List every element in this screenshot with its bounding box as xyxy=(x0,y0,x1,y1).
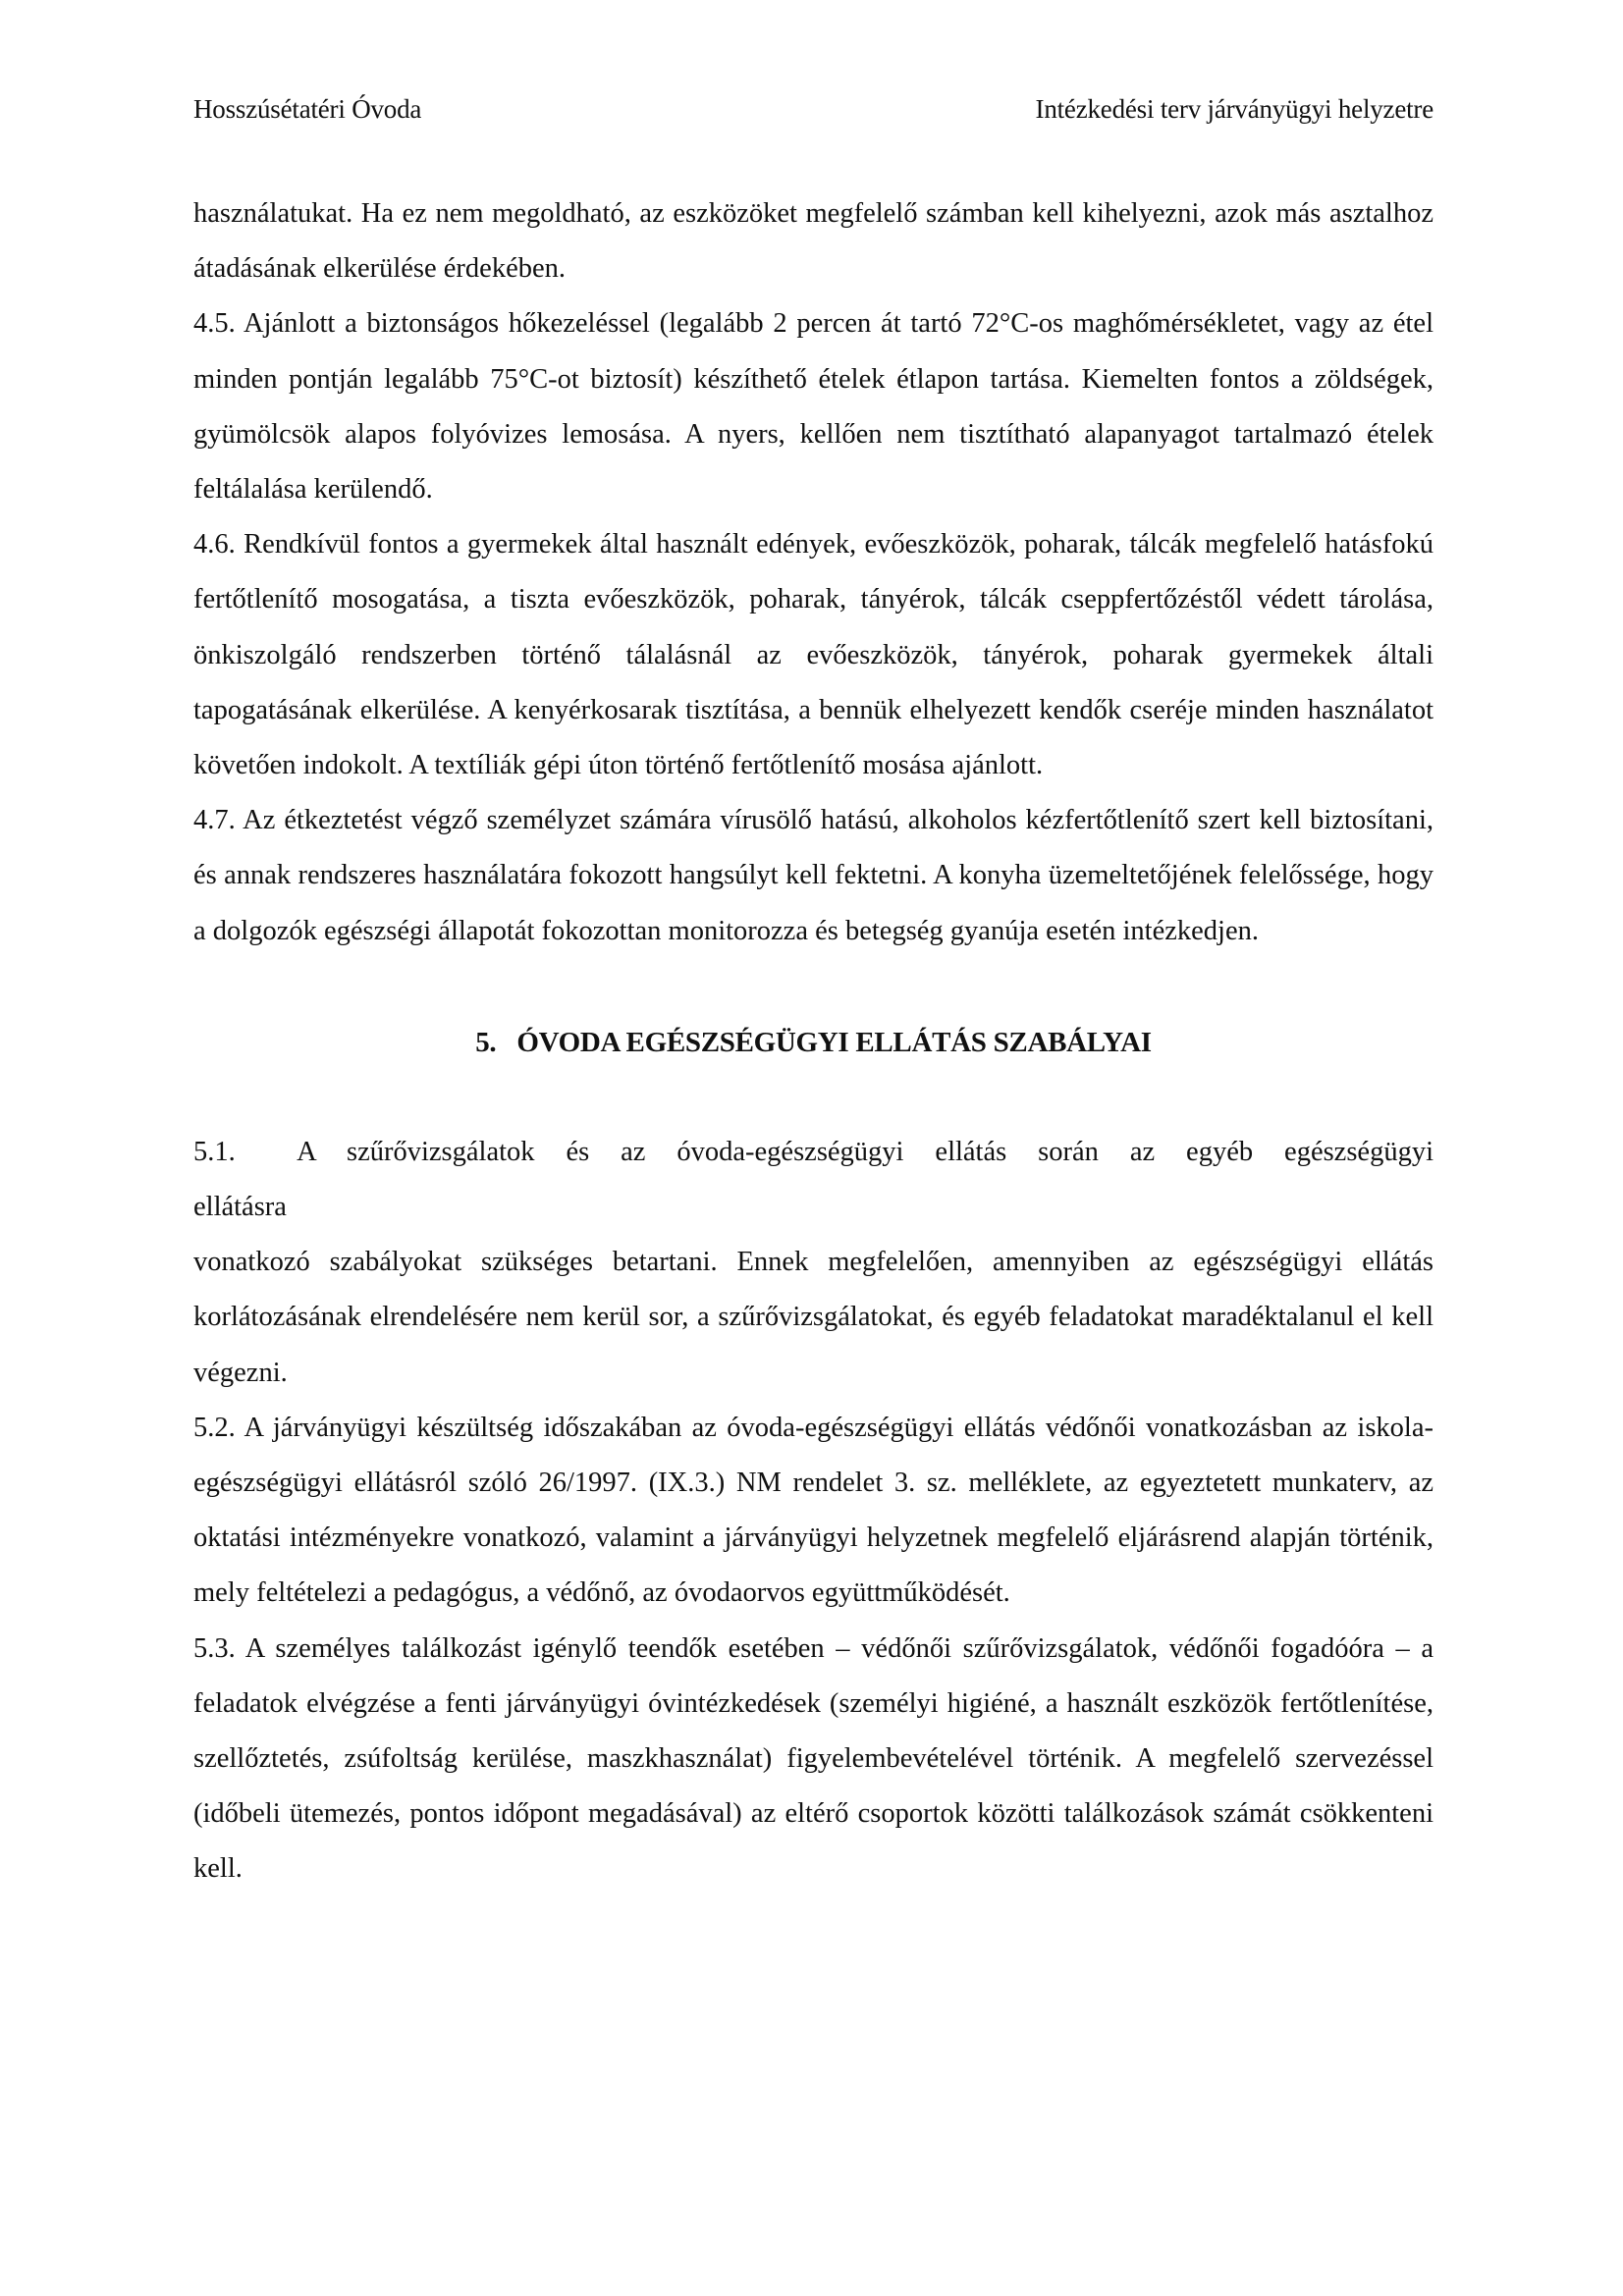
paragraph-number: 4.5. xyxy=(193,308,236,340)
paragraph-number: 4.7. xyxy=(193,805,236,836)
section-title: ÓVODA EGÉSZSÉGÜGYI ELLÁTÁS SZABÁLYAI xyxy=(516,1026,1152,1058)
paragraph-5-1 xyxy=(193,1125,1434,1401)
paragraph-5-2 xyxy=(193,1401,1434,1622)
paragraph-text: Ajánlott a biztonságos hőkezeléssel (legalább 2 percen át tartó 72°C-os maghőmérsékletet, vagy az étel minden pontján legalább 75°C-ot biztosít) készíthető ételek étlapon tartása. Kiemelten fontos a zöldségek, gyümölcsök alapos folyóvizes lemosása. A nyers, kellően nem tisztítható alapanyagot tartalmazó ételek feltálalása kerülendő. xyxy=(193,308,1434,506)
section-5-heading xyxy=(193,959,1434,1125)
document-body xyxy=(193,187,1434,1897)
paragraph-text: A személyes találkozást igénylő teendők esetében – védőnői szűrővizsgálatok, védőnői fogadóóra – a feladatok elvégzése a fenti járványügyi óvintézkedések (személyi higiéné, a használt eszközök fertőtlenítése, szellőztetés, zsúfoltság kerülése, maszkhasználat) figyelembevételével történik. A megfelelő szervezéssel (időbeli ütemezés, pontos időpont megadásával) az eltérő csoportok közötti találkozások számát csökkenteni kell. xyxy=(193,1632,1434,1885)
paragraph-4-6 xyxy=(193,517,1434,793)
paragraph-number: 5.2. xyxy=(193,1412,236,1443)
paragraph-5-1-line2: ellátásra xyxy=(193,1192,287,1223)
paragraph-text: Rendkívül fontos a gyermekek által használt edények, evőeszközök, poharak, tálcák megfelelő hatásfokú fertőtlenítő mosogatása, a tiszta evőeszközök, poharak, tányérok, tálcák cseppfertőzéstől védett tárolása, önkiszolgáló rendszerben történő tálalásnál az evőeszközök, tányérok, poharak gyermekek általi tapogatásának elkerülése. A kenyérkosarak tisztítása, a bennük elhelyezett kendők cseréje minden használatot követően indokolt. A textíliák gépi úton történő fertőtlenítő mosása ajánlott. xyxy=(193,529,1434,781)
paragraph-5-1-rest: vonatkozó szabályokat szükséges betartani. Ennek megfelelően, amennyiben az egészségügyi ellátás korlátozásának elrendelésére nem kerül sor, a szűrővizsgálatokat, és egyéb feladatokat maradéktalanul el kell végezni. xyxy=(193,1247,1434,1388)
header-document-title: Intézkedési terv járványügyi helyzetre xyxy=(1035,94,1434,124)
paragraph-number: 5.3. xyxy=(193,1632,236,1664)
paragraph-4-4-continued: használatukat. Ha ez nem megoldható, az eszközöket megfelelő számban kell kihelyezni, azok más asztalhoz átadásának elkerülése érdekében. xyxy=(193,198,1434,285)
paragraph-4-5 xyxy=(193,296,1434,517)
paragraph-5-1-line1 xyxy=(193,1125,1434,1180)
section-number: 5. xyxy=(475,1026,497,1058)
paragraph-5-3 xyxy=(193,1622,1434,1897)
paragraph-number: 4.6. xyxy=(193,529,236,561)
header-institution-name: Hosszúsétatéri Óvoda xyxy=(193,94,422,124)
paragraph-text: A járványügyi készültség időszakában az óvoda-egészségügyi ellátás védőnői vonatkozásban az iskola-egészségügyi ellátásról szóló 26/1997. (IX.3.) NM rendelet 3. sz. melléklete, az egyeztetett munkaterv, az oktatási intézményekre vonatkozó, valamint a járványügyi helyzetnek megfelelő eljárásrend alapján történik, mely feltételezi a pedagógus, a védőnő, az óvodaorvos együttműködését. xyxy=(193,1412,1434,1609)
paragraph-number: 5.1. xyxy=(193,1136,236,1167)
paragraph-text: Az étkeztetést végző személyzet számára vírusölő hatású, alkoholos kézfertőtlenítő szert kell biztosítani, és annak rendszeres használatára fokozott hangsúlyt kell fektetni. A konyha üzemeltetőjének felelőssége, hogy a dolgozók egészségi állapotát fokozottan monitorozza és betegség gyanúja esetén intézkedjen. xyxy=(193,805,1434,946)
page-header xyxy=(193,94,1434,133)
paragraph-text-line1: A szűrővizsgálatok és az óvoda-egészségügyi ellátás során az egyéb egészségügyi xyxy=(297,1136,1434,1167)
paragraph-4-7 xyxy=(193,793,1434,959)
